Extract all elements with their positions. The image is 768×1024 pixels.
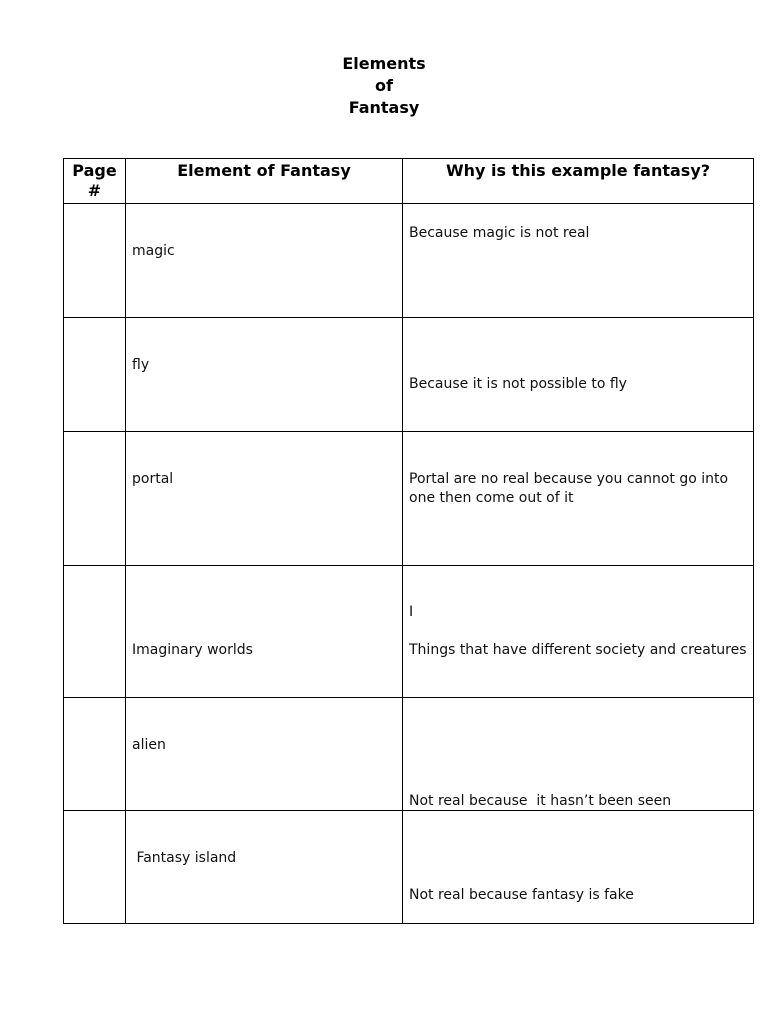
why-text: Because it is not possible to fly [409,376,627,392]
fantasy-elements-table [63,158,754,924]
cell-why [403,318,754,432]
cell-page-number [64,698,126,811]
cell-why [403,698,754,811]
document-title [0,53,768,119]
table-header-row [64,159,754,204]
element-text: portal [132,471,174,487]
cell-element [126,566,403,698]
element-text: fly [132,357,150,373]
why-text: Portal are no real because you cannot go into one then come out of it [409,471,733,506]
cell-page-number [64,811,126,924]
cell-element [126,698,403,811]
element-text: Imaginary worlds [132,642,253,658]
table-row [64,811,754,924]
why-text: Not real because it hasn’t been seen [409,793,672,809]
cell-why [403,204,754,318]
header-why-label: Why is this example fantasy? [445,161,711,180]
cell-page-number [64,318,126,432]
cell-page-number [64,566,126,698]
why-text: Not real because fantasy is fake [409,887,634,903]
element-text: alien [132,737,166,753]
header-page-number [64,159,126,204]
header-element [126,159,403,204]
table-row [64,698,754,811]
table-row [64,318,754,432]
title-line-2: of [375,76,393,95]
cell-element [126,318,403,432]
cell-why [403,811,754,924]
table-row [64,204,754,318]
table-row [64,432,754,566]
title-line-1: Elements [342,54,426,73]
header-why [403,159,754,204]
cell-why [403,432,754,566]
cell-page-number [64,432,126,566]
why-text: Because magic is not real [409,225,590,241]
header-page-number-label: Page # [72,161,117,200]
title-line-3: Fantasy [348,98,420,117]
element-text: Fantasy island [132,850,237,866]
cell-element [126,432,403,566]
why-text: Things that have different society and creatures [409,642,747,658]
cell-element [126,204,403,318]
cell-element [126,811,403,924]
table-row [64,566,754,698]
header-element-label: Element of Fantasy [177,161,351,180]
cell-page-number [64,204,126,318]
why-prefix-text: I [409,604,414,620]
element-text: magic [132,243,175,259]
cell-why [403,566,754,698]
